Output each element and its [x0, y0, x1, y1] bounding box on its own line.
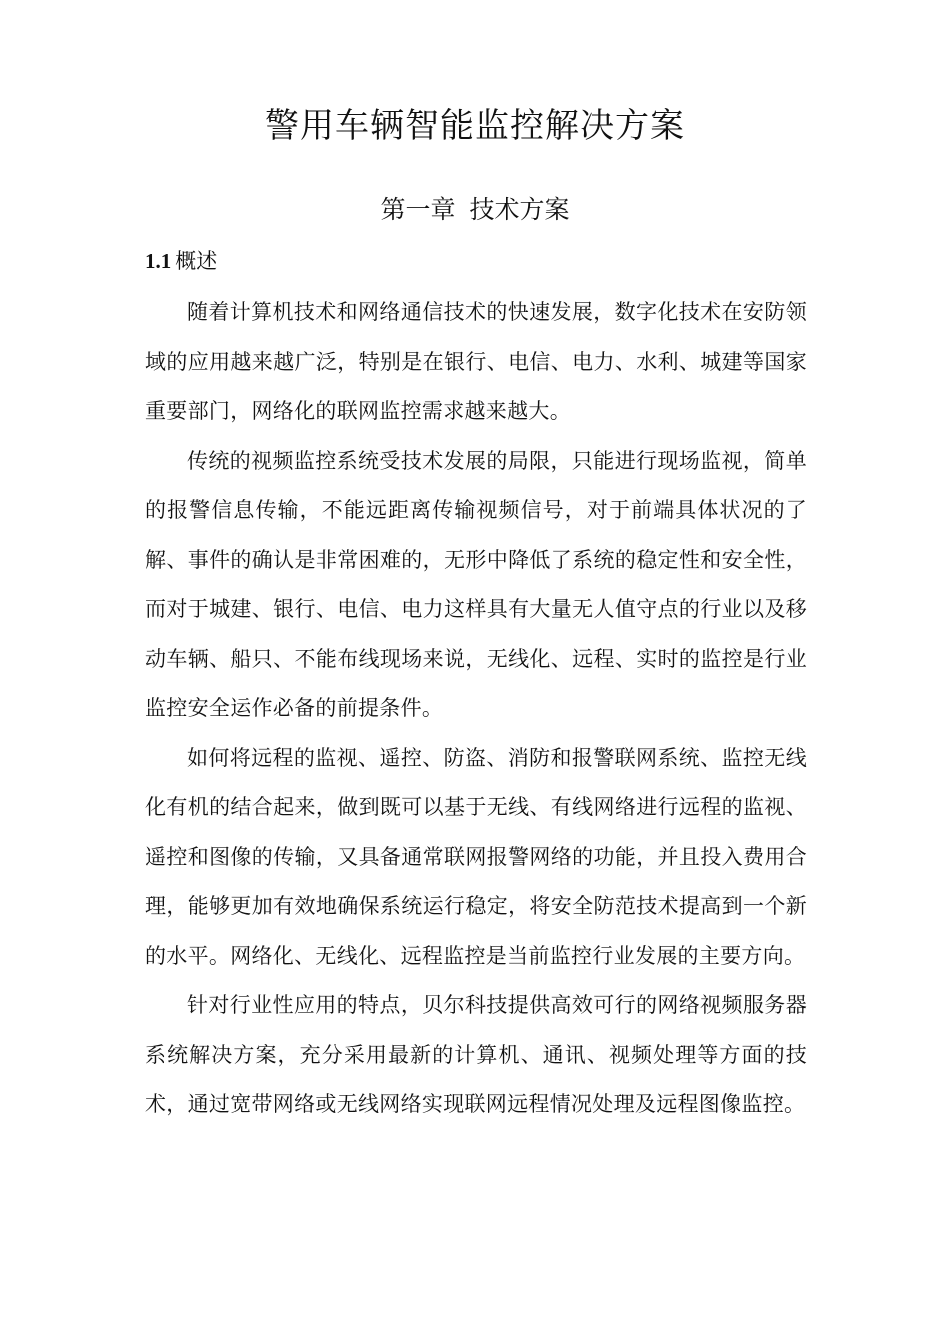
paragraph: 随着计算机技术和网络通信技术的快速发展，数字化技术在安防领域的应用越来越广泛，特别是在银行、电信、电力、水利、城建等国家重要部门，网络化的联网监控需求越来越大。: [145, 300, 807, 423]
paragraph: 针对行业性应用的特点，贝尔科技提供高效可行的网络视频服务器系统解决方案，充分采用最新的计算机、通讯、视频处理等方面的技术，通过宽带网络或无线网络实现联网远程情况处理及远程图像监控。: [145, 993, 807, 1116]
chapter-label: 第一章: [380, 195, 456, 224]
section-heading: [145, 246, 217, 276]
paragraph: 传统的视频监控系统受技术发展的局限，只能进行现场监视，简单的报警信息传输，不能远距离传输视频信号，对于前端具体状况的了解、事件的确认是非常困难的，无形中降低了系统的稳定性和安全性，而对于城建、银行、电信、电力这样具有大量无人值守点的行业以及移动车辆、船只、不能布线现场来说，无线化、远程、实时的监控是行业监控安全运作必备的前提条件。: [145, 448, 807, 720]
document-title: 警用车辆智能监控解决方案: [265, 106, 685, 146]
chapter-title: [0, 192, 950, 228]
section-number: 1.1: [145, 249, 172, 273]
paragraph: 如何将远程的监视、遥控、防盗、消防和报警联网系统、监控无线化有机的结合起来，做到既可以基于无线、有线网络进行远程的监视、遥控和图像的传输，又具备通常联网报警网络的功能，并且投入费用合理，能够更加有效地确保系统运行稳定，将安全防范技术提高到一个新的水平。网络化、无线化、远程监控是当前监控行业发展的主要方向。: [145, 745, 807, 968]
section-name: 概述: [175, 249, 218, 273]
chapter-name: 技术方案: [469, 195, 570, 224]
body-text: [145, 288, 807, 1130]
